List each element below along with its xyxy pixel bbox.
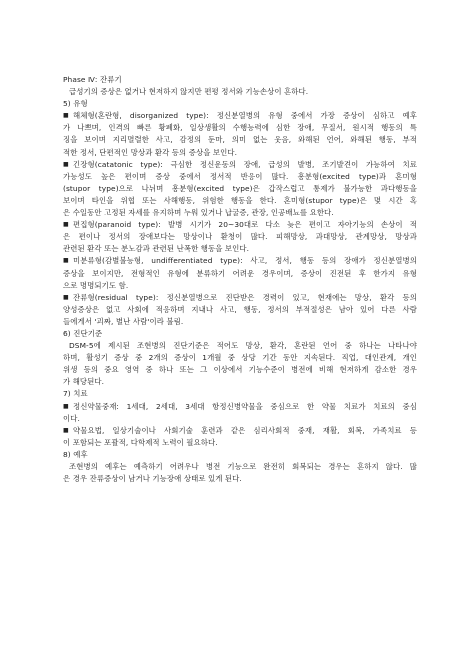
list-item-undifferentiated [63,255,417,291]
list-item-line: 이 포함되는 포괄적, 다학제적 노력이 필요하다. [63,437,218,447]
document-page [63,74,417,485]
section-heading-treatment: 7) 치료 [63,389,88,399]
list-item-first-line [63,219,417,231]
paragraph-line: 위생 등의 중요 영역 중 하나 또는 그 이상에서 기능수준이 병전에 비해 현저하게 감소한 경우 [63,365,417,375]
type-list [63,110,417,328]
list-item-line: 편집형(paranoid type): 발병 시기가 20~30대로 다소 늦은 편이고 자아기능의 손상이 적 [73,220,417,230]
list-item-psychosocial [63,425,417,449]
list-item-line: 으로 명명되기도 함. [63,280,129,290]
list-item-disorganized [63,110,417,158]
list-item-first-line [63,159,417,171]
section-heading-diagnosis: 6) 진단기준 [63,328,103,338]
paragraph-line: 하며, 활성기 증상 중 2개의 증상이 1개월 중 상당 기간 동안 지속된다. 직업, 대인관계, 개인 [63,353,417,363]
list-item-line: 증상을 보이지만, 전형적인 유형에 분류하기 어려운 경우이며, 증상이 진전된 후 한가지 유형 [63,268,417,278]
section-heading-types: 5) 유형 [63,99,88,109]
list-item-catatonic [63,159,417,219]
paragraph-line: 은 경우 잔류증상이 남거나 기능장애 상태로 있게 된다. [63,474,242,484]
list-item-first-line [63,110,417,122]
bullet-square-icon: ■ [63,402,69,410]
bullet-square-icon: ■ [63,257,69,265]
list-item-line: 잔류형(residual type): 정신분열병으로 진단받은 경력이 있고, 현재에는 망상, 환각 등의 [73,292,417,302]
list-item-line: 긴장형(catatonic type): 극심한 정신운동의 장애, 급성의 발병, 조기발견이 가능하여 치료 [73,159,417,169]
list-item-first-line [63,255,417,267]
prognosis-paragraph [63,461,417,485]
list-item-paranoid [63,219,417,255]
paragraph-line: 가 해당된다. [63,377,105,387]
list-item-line: 관련된 환각 또는 분노감과 관련된 난폭한 행동을 보인다. [63,244,250,254]
list-item-first-line [63,401,417,413]
bullet-square-icon: ■ [63,293,69,301]
list-item-line: 들에게서 '괴짜, 별난 사람'이라 불림. [63,316,184,326]
list-item-line: 은 수일동안 고정된 자세를 유지하며 누워 있거나 납굴증, 관장, 인공배뇨를 요한다. [63,208,334,218]
list-item-line: (stupor type)으로 나뉘며 흥분형(excited type)은 갑작스럽고 통제가 불가능한 과다행동을 [63,183,417,193]
list-item-line: 가 나쁘며, 인격의 빠른 황폐화, 일상생활의 수행능력에 심한 장애, 무질서, 원시적 행동의 특 [63,123,417,133]
list-item-line: 은 편이나 정서의 장애보다는 망상이나 환청이 많다. 피해망상, 과대망상, 관계망상, 망상과 [63,232,417,242]
list-item-line: 양성증상은 없고 사회에 적응하며 지내나 사고, 행동, 정서의 부적절성은 남아 있어 다른 사람 [63,304,417,314]
list-item-pharmacological [63,401,417,425]
section-heading-prognosis: 8) 예후 [63,449,88,459]
list-item-line: 미분류형(감별불능형, undifferentiated type): 사고, 정서, 행동 등의 장애가 정신분열병의 [73,256,417,266]
list-item-line: 징을 보이며 지리멸렬한 사고, 감정의 둔마, 의미 없는 웃음, 와해된 언어, 와해된 행동, 부적 [63,135,417,145]
paragraph-line: 조현병의 예후는 예측하기 어려우나 병전 기능으로 완전히 회복되는 경우는 흔하지 않다. 많 [69,462,417,471]
list-item-line: 정신약물중재: 1세대, 2세대, 3세대 항정신병약물을 중심으로 한 약물 치료가 치료의 중심 [73,401,417,411]
list-item-residual [63,292,417,328]
bullet-square-icon: ■ [63,426,69,434]
paragraph-line: DSM-5에 제시된 조현병의 진단기준은 적어도 망상, 환각, 혼란된 언어 중 하나는 나타나야 [69,341,417,351]
bullet-square-icon: ■ [63,112,69,120]
phase-title: Phase Ⅳ: 잔류기 [63,75,122,84]
list-item-line: 가능성도 높은 편이며 증상 중에서 정서적 반응이 많다. 흥분형(excited type)과 혼미형 [63,171,417,181]
list-item-line: 해체형(혼란형, disorganized type): 정신분열병의 유형 중에서 가장 증상이 심하고 예후 [73,111,417,121]
list-item-first-line [63,425,417,437]
diagnosis-paragraph [63,340,417,388]
treatment-list [63,401,417,449]
bullet-square-icon: ■ [63,160,69,168]
bullet-square-icon: ■ [63,221,69,229]
phase-intro: 급성기의 증상은 없거나 현저하지 않지만 편평 정서와 기능손상이 흔하다. [69,87,309,97]
list-item-line: 이다. [63,413,80,423]
list-item-first-line [63,292,417,304]
list-item-line: 적한 정서, 단편적인 망상과 환각 등의 증상을 보인다. [63,147,238,157]
list-item-line: 보이며 타인을 위협 또는 사해행동, 위험한 행동을 한다. 혼미형(stupor type)은 몇 시간 혹 [63,195,417,205]
list-item-line: 약물요법, 일상기술이나 사회기술 훈련과 같은 심리사회적 중재, 재활, 회복, 가족치료 등 [73,425,417,435]
